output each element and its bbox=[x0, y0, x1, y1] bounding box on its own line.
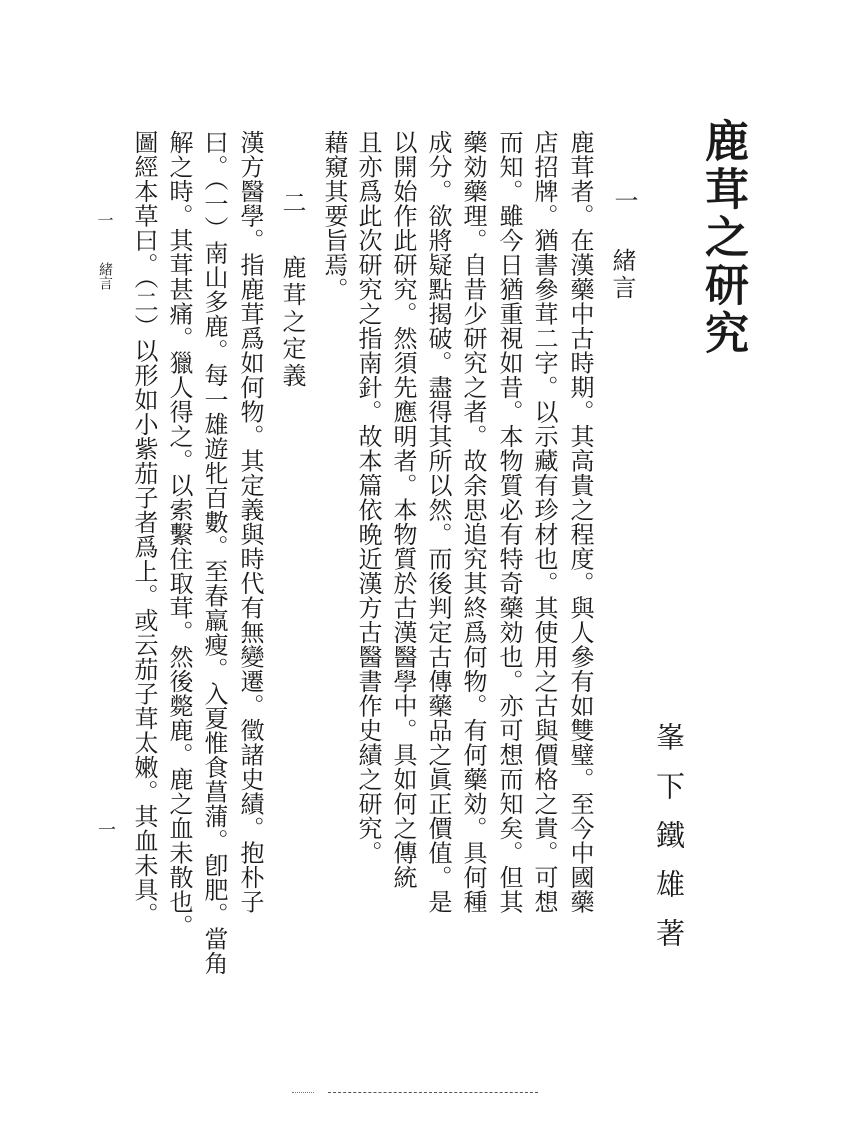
section-1-heading: 緒言 bbox=[608, 248, 636, 302]
page-mark: 一 bbox=[95, 820, 116, 838]
section-1-column: 藥効藥理。自昔少研究之者。故余思追究其終爲何物。有何藥効。具何種 bbox=[459, 130, 487, 914]
section-1-column: 且亦爲此次研究之指南針。故本篇依晩近漢方古醫書作史績之研究。 bbox=[354, 130, 382, 865]
section-1-column: 店招牌。猶書參茸二字。以示藏有珍材也。其使用之古與價格之貴。可想 bbox=[530, 130, 558, 914]
footer-dotted-rule bbox=[292, 1092, 314, 1093]
section-1-column: 而知。雖今日猶重視如昔。本物質必有特奇藥効也。亦可想而知矣。但其 bbox=[495, 130, 523, 914]
footer-rule bbox=[328, 1092, 538, 1093]
section-2-column: 漢方醫學。指鹿茸爲如何物。其定義與時代有無變遷。徵諸史績。抱朴子 bbox=[236, 130, 264, 914]
section-1-column: 鹿茸者。在漢藥中古時期。其高貴之程度。與人參有如雙璧。至今中國藥 bbox=[566, 130, 594, 914]
page-title: 鹿茸之研究 bbox=[697, 118, 748, 358]
section-1-column: 成分。欲將疑點揭破。盡得其所以然。而後判定古傳藥品之眞正價值。是 bbox=[424, 130, 452, 914]
section-2-column: 圖經本草曰。（二）以形如小紫茄子者爲上。或云茄子茸太嫩。其血未具。 bbox=[130, 130, 158, 927]
section-2-heading: 鹿茸之定義 bbox=[278, 255, 306, 390]
page-number: 一 bbox=[95, 212, 114, 228]
section-1-column: 以開始作此研究。然須先應明者。本物質於古漢醫學中。具如何之傳統 bbox=[389, 130, 417, 890]
running-header: 緒言 bbox=[97, 262, 113, 290]
section-2-number: 二 bbox=[278, 190, 306, 214]
section-1-column: 藉窺其要旨焉。 bbox=[320, 130, 348, 302]
section-2-column: 曰。（一）南山多鹿。每一雄遊牝百數。至春羸瘦。入夏惟食菖蒲。卽肥。當角 bbox=[200, 130, 228, 976]
section-2-column: 解之時。其茸甚痛。獵人得之。以索繫住取茸。然後斃鹿。鹿之血未散也。 bbox=[165, 130, 193, 939]
author-byline: 峯下鐵雄著 bbox=[652, 722, 686, 967]
section-1-number: 一 bbox=[610, 188, 638, 212]
